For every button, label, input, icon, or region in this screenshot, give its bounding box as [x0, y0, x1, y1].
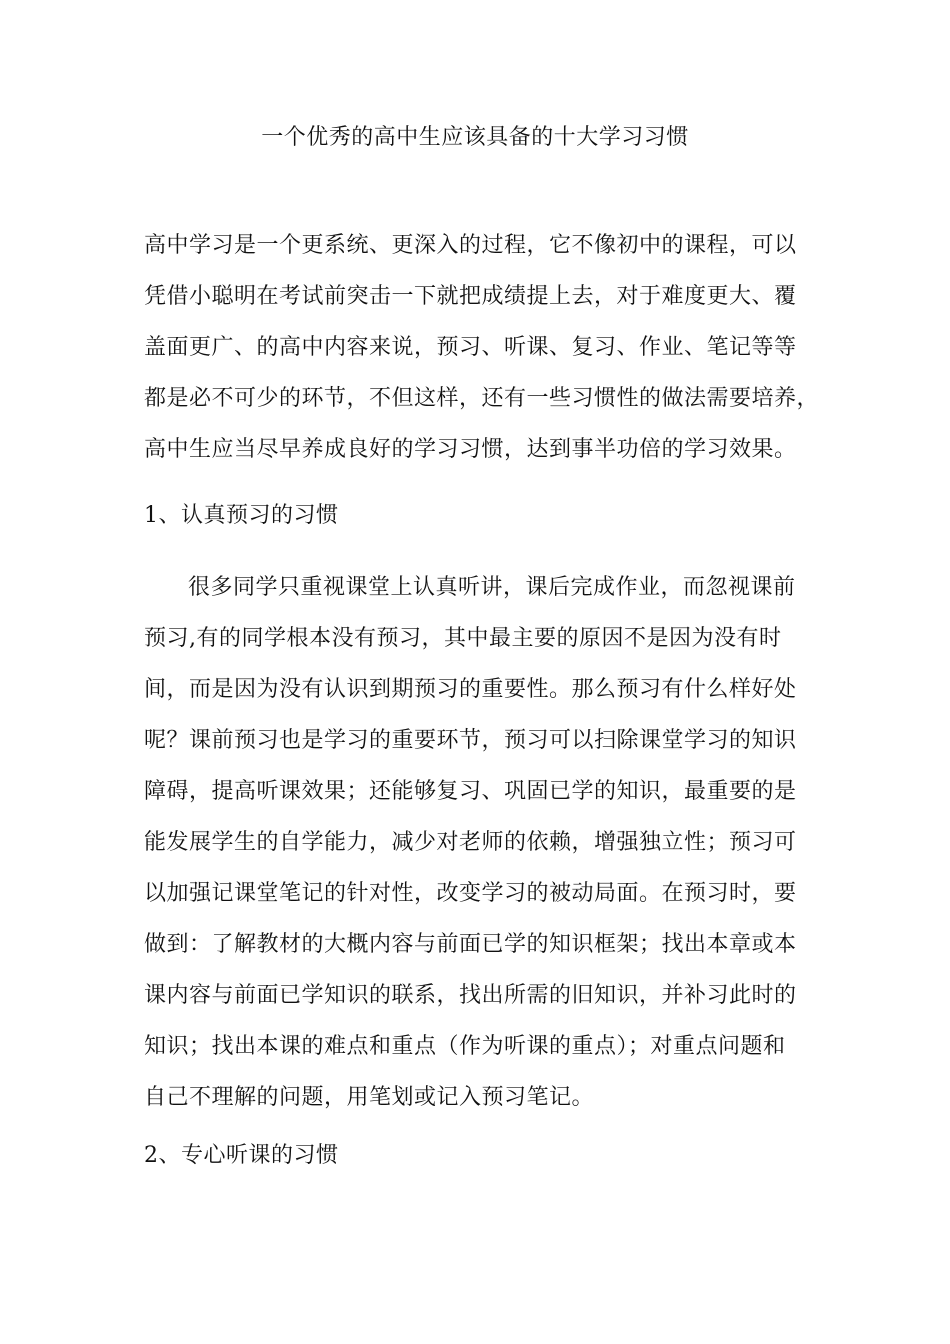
intro-line: 盖面更广、的高中内容来说，预习、听课、复习、作业、笔记等等: [144, 335, 797, 360]
paragraph-line: 做到：了解教材的大概内容与前面已学的知识框架；找出本章或本: [144, 932, 797, 957]
paragraph-line: 障碍，提高听课效果；还能够复习、巩固已学的知识，最重要的是: [144, 779, 797, 804]
paragraph-line: 自己不理解的问题，用笔划或记入预习笔记。: [144, 1085, 595, 1110]
paragraph-line: 知识；找出本课的难点和重点（作为听课的重点）；对重点问题和: [144, 1034, 786, 1059]
paragraph-line: 预习,有的同学根本没有预习，其中最主要的原因不是因为没有时: [144, 626, 782, 651]
section-heading-text: 2、专心听课的习惯: [144, 1143, 339, 1168]
paragraph-line: 间，而是因为没有认识到期预习的重要性。那么预习有什么样好处: [144, 677, 797, 702]
paragraph-line: 呢？课前预习也是学习的重要环节，预习可以扫除课堂学习的知识: [144, 728, 797, 753]
document-title: 一个优秀的高中生应该具备的十大学习习惯: [261, 125, 689, 150]
paragraph-line: 很多同学只重视课堂上认真听讲，课后完成作业，而忽视课前: [188, 575, 796, 600]
intro-line: 高中生应当尽早养成良好的学习习惯，达到事半功倍的学习效果。: [144, 437, 797, 462]
intro-line: 凭借小聪明在考试前突击一下就把成绩提上去，对于难度更大、覆: [144, 284, 797, 309]
intro-line: 都是必不可少的环节，不但这样，还有一些习惯性的做法需要培养，: [144, 386, 820, 411]
paragraph-line: 以加强记课堂笔记的针对性，改变学习的被动局面。在预习时，要: [144, 881, 797, 906]
intro-line: 高中学习是一个更系统、更深入的过程，它不像初中的课程，可以: [144, 233, 797, 258]
section-heading-text: 1、认真预习的习惯: [144, 503, 339, 528]
section-1-heading: [144, 490, 804, 541]
paragraph-line: 能发展学生的自学能力，减少对老师的依赖，增强独立性；预习可: [144, 830, 797, 855]
section-2-heading: [144, 1130, 804, 1181]
paragraph-line: 课内容与前面已学知识的联系，找出所需的旧知识，并补习此时的: [144, 983, 797, 1008]
section-1-paragraph: [144, 562, 804, 1123]
intro-paragraph: [144, 220, 820, 475]
